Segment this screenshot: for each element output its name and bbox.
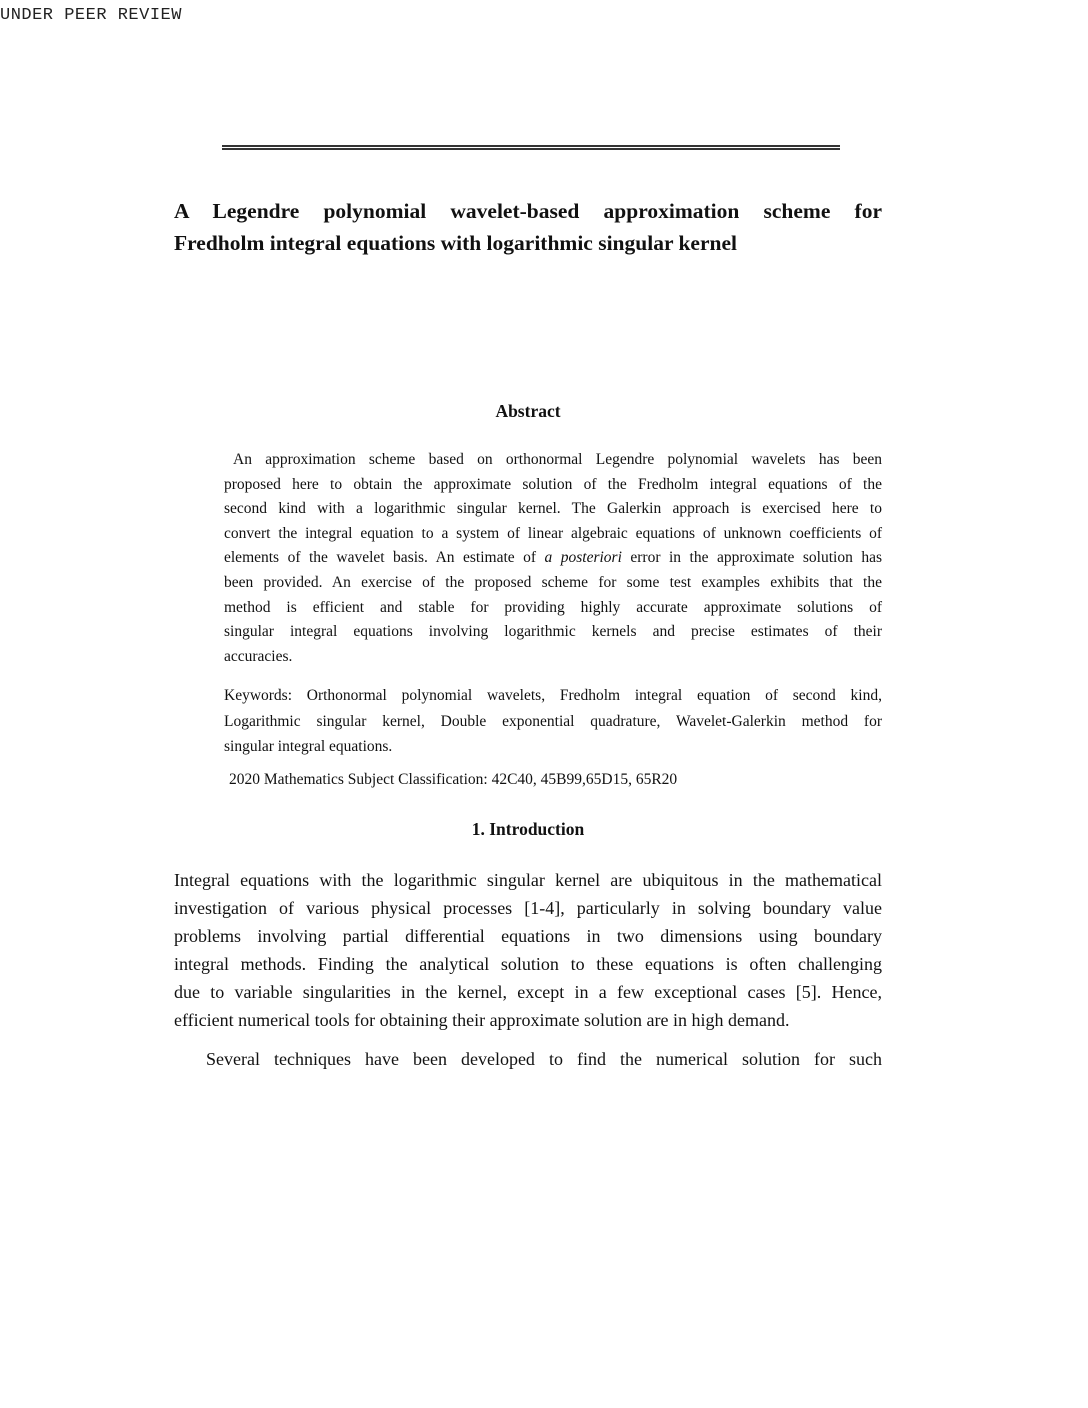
intro-line: due to variable singularities in the kernel, except in a few exceptional cases [5]. Hence,: [174, 982, 882, 1002]
subject-classification: 2020 Mathematics Subject Classification: 42C40, 45B99,65D15, 65R20: [229, 771, 678, 788]
peer-review-watermark: UNDER PEER REVIEW: [0, 6, 182, 25]
title-line: A Legendre polynomial wavelet-based approximation scheme for: [174, 199, 882, 223]
paper-title: [174, 195, 882, 259]
intro-line: problems involving partial differential equations in two dimensions using boundary: [174, 926, 882, 946]
keywords-line: Logarithmic singular kernel, Double exponential quadrature, Wavelet-Galerkin method for: [224, 712, 882, 730]
abstract-line: singular integral equations involving logarithmic kernels and precise estimates of their: [224, 623, 882, 641]
abstract-italic: a posteriori: [544, 549, 622, 567]
intro-line: investigation of various physical processes [1-4], particularly in solving boundary value: [174, 898, 882, 918]
abstract-line: second kind with a logarithmic singular kernel. The Galerkin approach is exercised here to: [224, 500, 882, 518]
abstract-text: error in the approximate solution has: [621, 549, 882, 567]
abstract-line: convert the integral equation to a system of linear algebraic equations of unknown coefficients of: [224, 524, 882, 542]
abstract-line: proposed here to obtain the approximate solution of the Fredholm integral equations of the: [224, 475, 882, 493]
abstract-line: been provided. An exercise of the proposed scheme for some test examples exhibits that the: [224, 573, 882, 591]
keywords: [224, 683, 882, 760]
intro-line: efficient numerical tools for obtaining their approximate solution are in high demand.: [174, 1010, 790, 1030]
intro-line: Several techniques have been developed to find the numerical solution for such: [206, 1049, 882, 1069]
keywords-line: singular integral equations.: [224, 738, 393, 755]
intro-paragraph: [174, 866, 882, 1034]
header-rule: [222, 145, 840, 150]
abstract-body: [224, 448, 882, 669]
section-heading-introduction: 1. Introduction: [471, 819, 585, 839]
abstract-line: accuracies.: [224, 647, 293, 665]
intro-paragraph-2: [174, 1045, 882, 1073]
keywords-line: Keywords: Orthonormal polynomial wavelets, Fredholm integral equation of second kind,: [224, 687, 882, 704]
abstract-heading: Abstract: [495, 401, 561, 421]
abstract-line: method is efficient and stable for providing highly accurate approximate solutions of: [224, 598, 882, 616]
intro-line: Integral equations with the logarithmic singular kernel are ubiquitous in the mathematical: [174, 870, 882, 890]
abstract-text: elements of the wavelet basis. An estimate of: [224, 549, 545, 567]
abstract-line: [224, 546, 882, 571]
title-line: Fredholm integral equations with logarithmic singular kernel: [174, 231, 737, 255]
intro-line: integral methods. Finding the analytical solution to these equations is often challenging: [174, 954, 882, 974]
abstract-line: An approximation scheme based on orthonormal Legendre polynomial wavelets has been: [233, 451, 882, 468]
